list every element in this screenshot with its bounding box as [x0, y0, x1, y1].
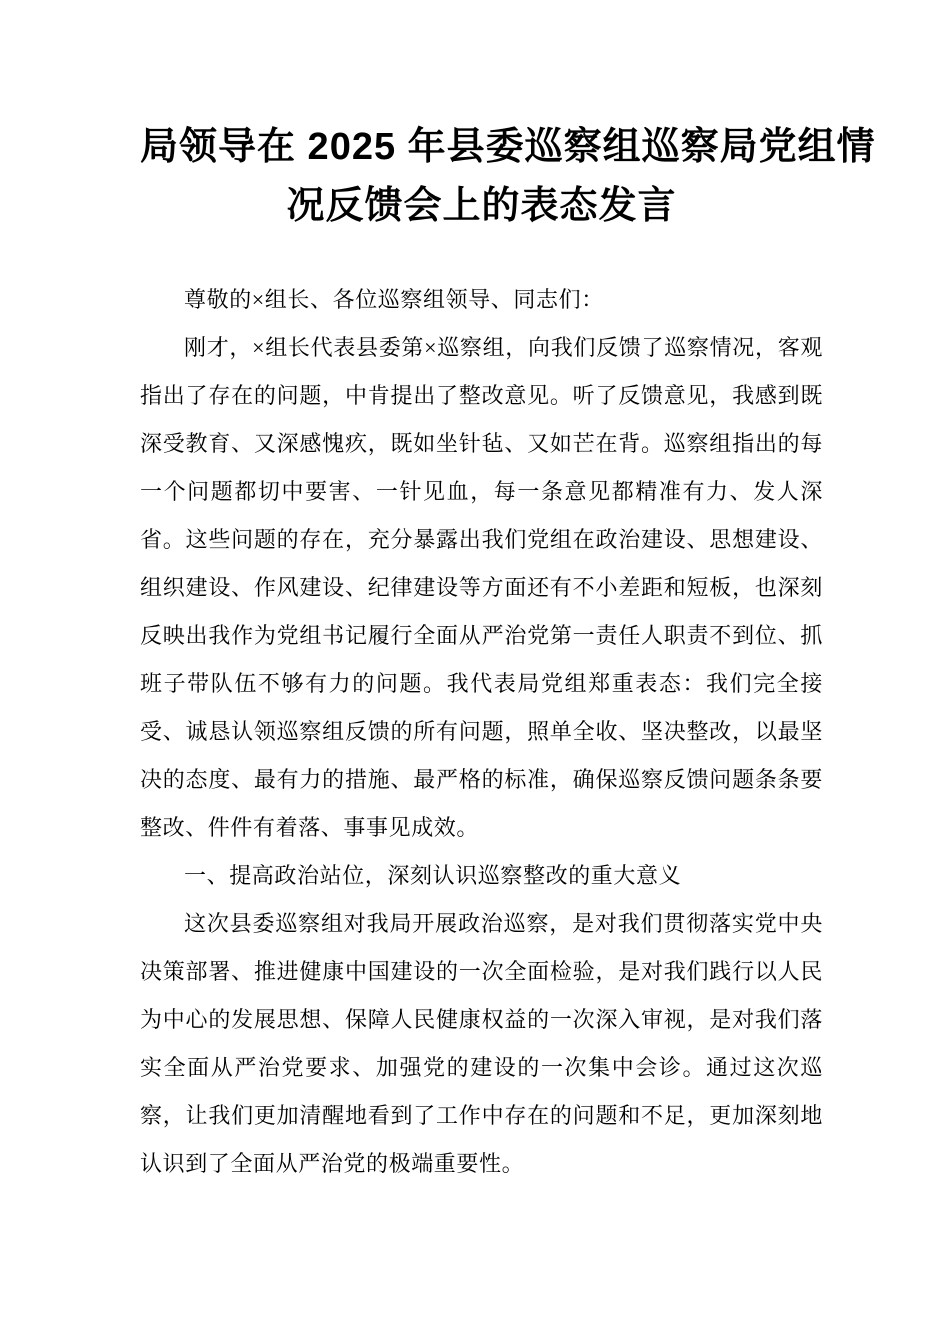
document-title — [140, 118, 876, 236]
paragraph: 这次县委巡察组对我局开展政治巡察，是对我们贯彻落实党中央决策部署、推进健康中国建设的一次全面检验，是对我们践行以人民为中心的发展思想、保障人民健康权益的一次深入审视，是对我们落实全面从严治党要求、加强党的建设的一次集中会诊。通过这次巡察，让我们更加清醒地看到了工作中存在的问题和不足，更加深刻地认识到了全面从严治党的极端重要性。 — [140, 911, 823, 1176]
section-heading: 一、提高政治站位，深刻认识巡察整改的重大意义 — [184, 863, 682, 888]
document-body — [140, 276, 823, 1188]
paragraph: 刚才，×组长代表县委第×巡察组，向我们反馈了巡察情况，客观指出了存在的问题，中肯提出了整改意见。听了反馈意见，我感到既深受教育、又深感愧疚，既如坐针毡、又如芒在背。巡察组指出的每一个问题都切中要害、一针见血，每一条意见都精准有力、发人深省。这些问题的存在，充分暴露出我们党组在政治建设、思想建设、组织建设、作风建设、纪律建设等方面还有不小差距和短板，也深刻反映出我作为党组书记履行全面从严治党第一责任人职责不到位、抓班子带队伍不够有力的问题。我代表局党组郑重表态：我们完全接受、诚恳认领巡察组反馈的所有问题，照单全收、坚决整改，以最坚决的态度、最有力的措施、最严格的标准，确保巡察反馈问题条条要整改、件件有着落、事事见成效。 — [140, 335, 823, 840]
title-line-1: 局领导在 2025 年县委巡察组巡察局党组情 — [140, 126, 876, 168]
title-line-2: 况反馈会上的表态发言 — [286, 185, 677, 227]
paragraph: 尊敬的×组长、各位巡察组领导、同志们： — [184, 287, 604, 312]
